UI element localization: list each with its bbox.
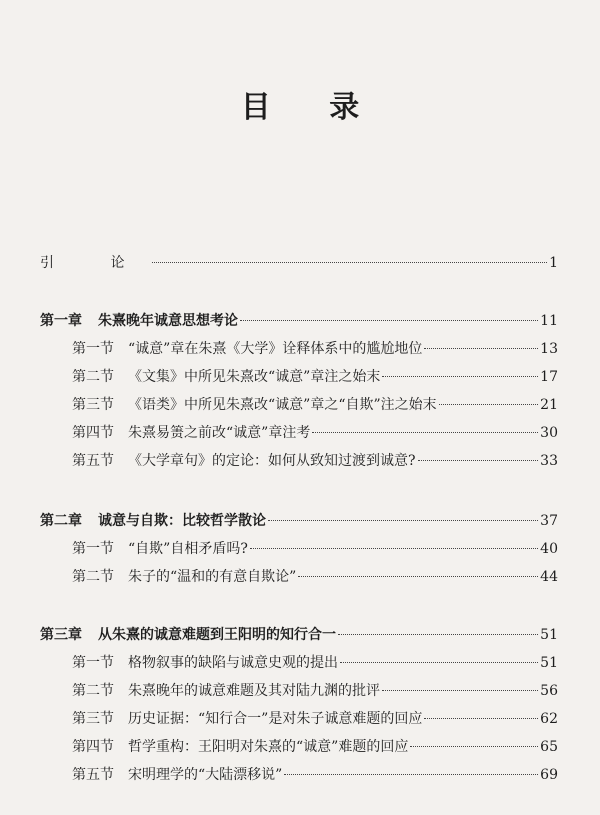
page-number: 51 — [540, 627, 558, 643]
section-title: 朱熹易箦之前改“诚意”章注考 — [128, 425, 311, 441]
page-number: 56 — [540, 683, 558, 699]
section-title: “诚意”章在朱熹《大学》诠释体系中的尴尬地位 — [128, 341, 423, 357]
leader-dots — [240, 320, 538, 321]
section-title: 《大学章句》的定论：如何从致知过渡到诚意? — [128, 453, 416, 469]
chapter-title: 朱熹晚年诚意思想考论 — [98, 313, 238, 329]
chapter-title: 诚意与自欺：比较哲学散论 — [98, 513, 266, 529]
toc-entry-intro[interactable] — [40, 252, 558, 274]
page-number: 65 — [540, 739, 558, 755]
leader-dots — [298, 576, 538, 577]
toc-chapter[interactable] — [40, 510, 558, 532]
section-title: 朱子的“温和的有意自欺论” — [128, 569, 297, 585]
section-label: 第五节 — [72, 453, 114, 469]
page-number: 37 — [540, 513, 558, 529]
page-number: 30 — [540, 425, 558, 441]
page-number: 33 — [540, 453, 558, 469]
page-number: 51 — [540, 655, 558, 671]
section-label: 第一节 — [72, 655, 114, 671]
toc-section[interactable] — [72, 764, 558, 786]
toc-section[interactable] — [72, 338, 558, 360]
toc-chapter[interactable] — [40, 310, 558, 332]
section-label: 第四节 — [72, 425, 114, 441]
section-label: 第二节 — [72, 569, 114, 585]
leader-dots — [382, 376, 538, 377]
section-title: 宋明理学的“大陆漂移说” — [128, 767, 283, 783]
toc-section[interactable] — [72, 566, 558, 588]
toc-section[interactable] — [72, 708, 558, 730]
section-label: 第一节 — [72, 341, 114, 357]
page-number: 69 — [540, 767, 558, 783]
leader-dots — [284, 774, 538, 775]
page-title: 目 录 — [240, 90, 384, 125]
leader-dots — [424, 718, 538, 719]
page-number: 21 — [540, 397, 558, 413]
section-title: 《文集》中所见朱熹改“诚意”章注之始末 — [128, 369, 381, 385]
leader-dots — [382, 690, 538, 691]
page-number: 1 — [549, 255, 558, 271]
toc-section[interactable] — [72, 394, 558, 416]
toc-section[interactable] — [72, 366, 558, 388]
leader-dots — [410, 746, 538, 747]
toc-chapter[interactable] — [40, 624, 558, 646]
section-label: 第三节 — [72, 397, 114, 413]
section-label: 第二节 — [72, 683, 114, 699]
leader-dots — [312, 432, 538, 433]
section-label: 第二节 — [72, 369, 114, 385]
chapter-label: 第一章 — [40, 313, 82, 329]
page-number: 40 — [540, 541, 558, 557]
leader-dots — [152, 262, 547, 263]
section-title: 朱熹晚年的诚意难题及其对陆九渊的批评 — [128, 683, 380, 699]
leader-dots — [268, 520, 538, 521]
page-number: 17 — [540, 369, 558, 385]
section-title: 《语类》中所见朱熹改“诚意”章之“自欺”注之始末 — [128, 397, 437, 413]
section-label: 第一节 — [72, 541, 114, 557]
toc-section[interactable] — [72, 680, 558, 702]
leader-dots — [250, 548, 538, 549]
chapter-label: 第三章 — [40, 627, 82, 643]
section-title: 历史证据：“知行合一”是对朱子诚意难题的回应 — [128, 711, 423, 727]
leader-dots — [418, 460, 539, 461]
section-label: 第三节 — [72, 711, 114, 727]
section-title: “自欺”自相矛盾吗? — [128, 541, 248, 557]
leader-dots — [424, 348, 538, 349]
entry-label: 引 论 — [40, 255, 151, 271]
section-label: 第五节 — [72, 767, 114, 783]
toc-section[interactable] — [72, 736, 558, 758]
leader-dots — [338, 634, 538, 635]
leader-dots — [340, 662, 538, 663]
toc-section[interactable] — [72, 422, 558, 444]
page-number: 11 — [540, 313, 558, 329]
chapter-title: 从朱熹的诚意难题到王阳明的知行合一 — [98, 627, 336, 643]
page-number: 44 — [540, 569, 558, 585]
section-title: 格物叙事的缺陷与诚意史观的提出 — [128, 655, 338, 671]
chapter-label: 第二章 — [40, 513, 82, 529]
leader-dots — [439, 404, 539, 405]
toc-section[interactable] — [72, 652, 558, 674]
page-number: 13 — [540, 341, 558, 357]
section-label: 第四节 — [72, 739, 114, 755]
section-title: 哲学重构：王阳明对朱熹的“诚意”难题的回应 — [128, 739, 409, 755]
toc-section[interactable] — [72, 450, 558, 472]
toc-section[interactable] — [72, 538, 558, 560]
page-number: 62 — [540, 711, 558, 727]
